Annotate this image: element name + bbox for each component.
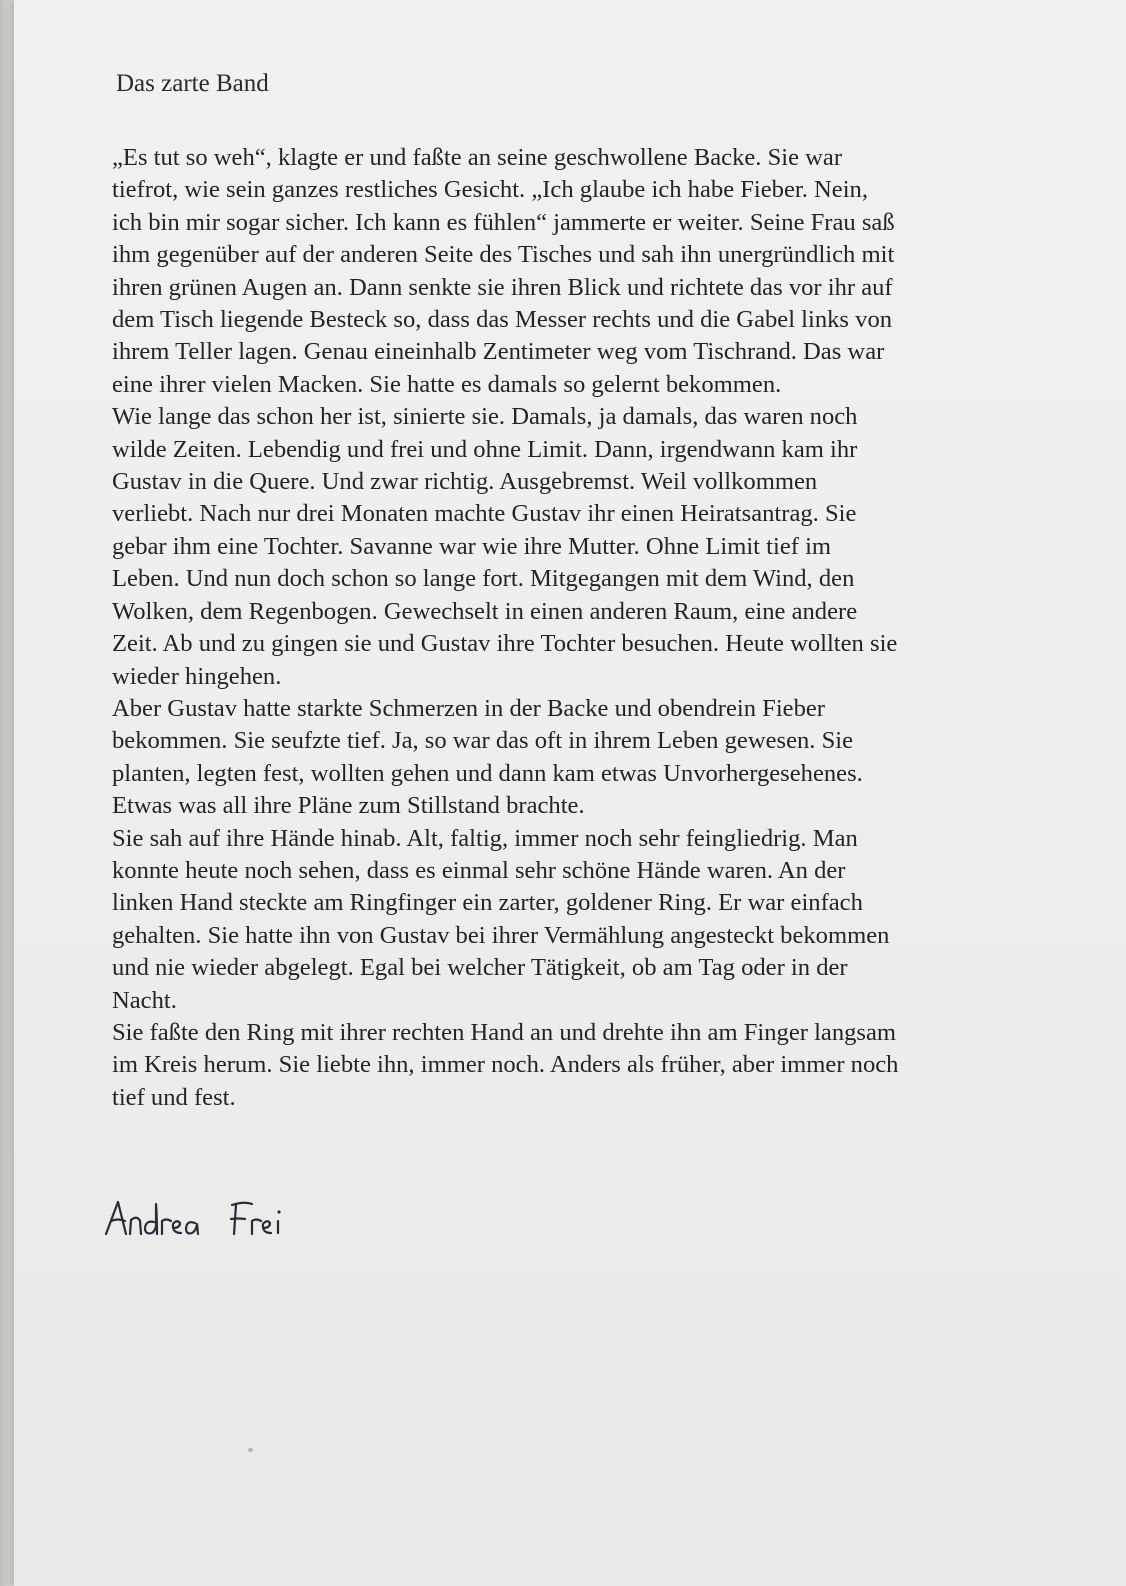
text-line: ihrem Teller lagen. Genau eineinhalb Zentimeter weg vom Tischrand. Das war [112, 338, 885, 366]
text-line: eine ihrer vielen Macken. Sie hatte es damals so gelernt bekommen. [112, 370, 782, 398]
text-line: Wie lange das schon her ist, sinierte sie. Damals, ja damals, das waren noch [112, 403, 858, 431]
text-line: Sie sah auf ihre Hände hinab. Alt, faltig, immer noch sehr feingliedrig. Man [112, 824, 858, 852]
handwritten-signature [100, 1188, 310, 1248]
text-line: ihren grünen Augen an. Dann senkte sie ihren Blick und richtete das vor ihr auf [112, 273, 893, 301]
text-line: Nacht. [112, 986, 177, 1014]
paper-speck [248, 1448, 253, 1452]
text-line: Gustav in die Quere. Und zwar richtig. Ausgebremst. Weil vollkommen [112, 468, 818, 496]
text-line: planten, legten fest, wollten gehen und dann kam etwas Unvorhergesehenes. [112, 759, 863, 787]
document-title: Das zarte Band [116, 70, 269, 97]
text-line: wilde Zeiten. Lebendig und frei und ohne Limit. Dann, irgendwann kam ihr [112, 435, 858, 463]
text-line: Sie faßte den Ring mit ihrer rechten Hand an und drehte ihn am Finger langsam [112, 1018, 897, 1046]
text-line: Zeit. Ab und zu gingen sie und Gustav ihre Tochter besuchen. Heute wollten sie [112, 630, 898, 658]
paper-edge [0, 0, 14, 1586]
text-line: und nie wieder abgelegt. Egal bei welcher Tätigkeit, ob am Tag oder in der [112, 954, 848, 982]
text-line: linken Hand steckte am Ringfinger ein zarter, goldener Ring. Er war einfach [112, 889, 863, 917]
text-line: ich bin mir sogar sicher. Ich kann es fühlen“ jammerte er weiter. Seine Frau saß [112, 208, 895, 236]
text-line: wieder hingehen. [112, 662, 282, 690]
text-line: im Kreis herum. Sie liebte ihn, immer noch. Anders als früher, aber immer noch [112, 1051, 899, 1079]
text-line: konnte heute noch sehen, dass es einmal sehr schöne Hände waren. An der [112, 856, 846, 884]
text-line: tief und fest. [112, 1083, 236, 1111]
text-line: Leben. Und nun doch schon so lange fort. Mitgegangen mit dem Wind, den [112, 565, 855, 593]
text-line: gebar ihm eine Tochter. Savanne war wie ihre Mutter. Ohne Limit tief im [112, 532, 832, 560]
text-line: verliebt. Nach nur drei Monaten machte Gustav ihr einen Heiratsantrag. Sie [112, 500, 857, 528]
text-line: Wolken, dem Regenbogen. Gewechselt in einen anderen Raum, eine andere [112, 597, 858, 625]
text-line: ihm gegenüber auf der anderen Seite des Tisches und sah ihn unergründlich mit [112, 241, 895, 269]
text-line: gehalten. Sie hatte ihn von Gustav bei ihrer Vermählung angesteckt bekommen [112, 921, 890, 949]
text-line: tiefrot, wie sein ganzes restliches Gesicht. „Ich glaube ich habe Fieber. Nein, [112, 176, 868, 204]
text-line: Aber Gustav hatte starkte Schmerzen in der Backe und obendrein Fieber [112, 694, 825, 722]
text-line: „Es tut so weh“, klagte er und faßte an seine geschwollene Backe. Sie war [112, 144, 843, 171]
text-line: Etwas was all ihre Pläne zum Stillstand brachte. [112, 792, 585, 820]
text-line: dem Tisch liegende Besteck so, dass das Messer rechts und die Gabel links von [112, 306, 893, 334]
story-text [112, 142, 1032, 1114]
text-line: bekommen. Sie seufzte tief. Ja, so war das oft in ihrem Leben gewesen. Sie [112, 727, 854, 755]
